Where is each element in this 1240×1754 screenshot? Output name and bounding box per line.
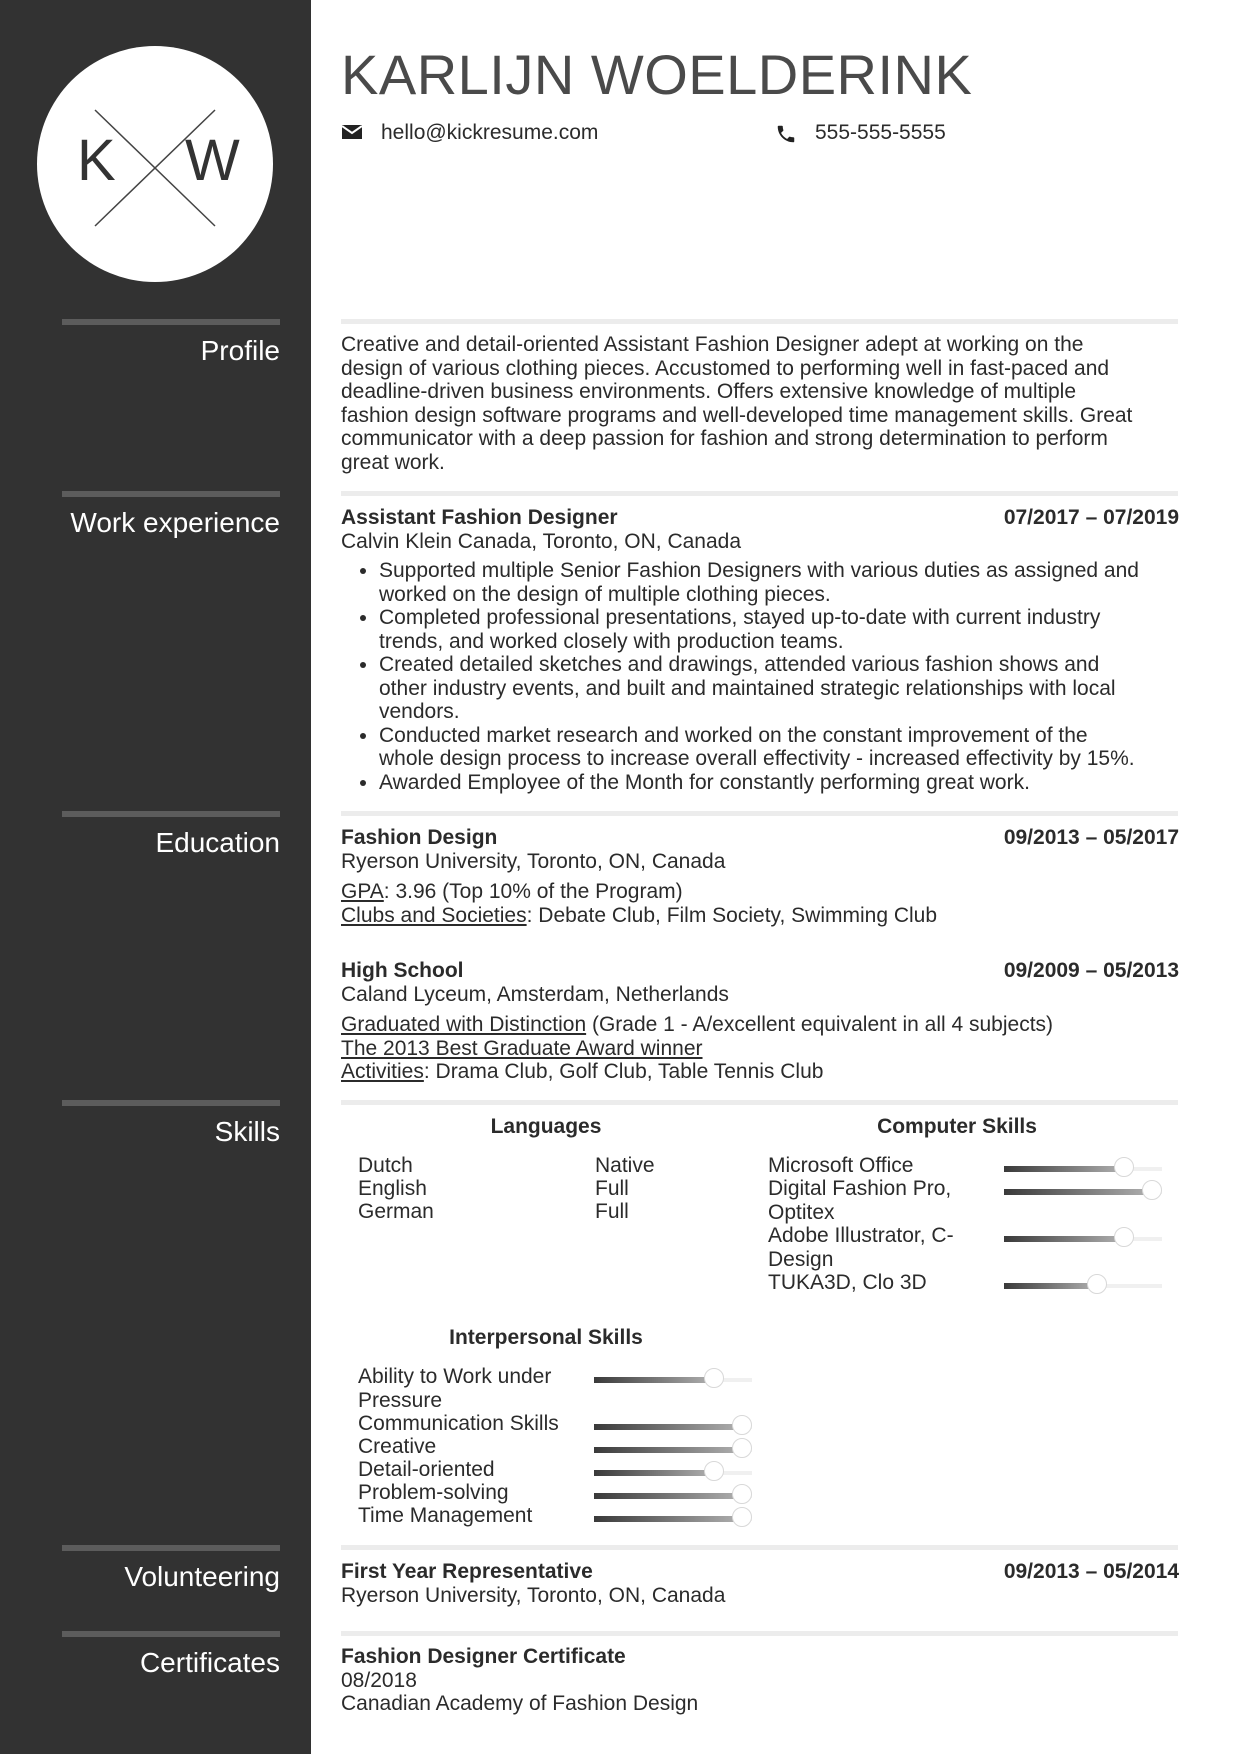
email-text[interactable]: hello@kickresume.com (381, 121, 599, 144)
list-item: • Awarded Employee of the Month for constantly performing great work. (379, 771, 1179, 795)
skill-bar (594, 1448, 752, 1452)
divider (341, 1100, 1178, 1105)
skill-bar (1004, 1190, 1162, 1194)
divider (341, 319, 1178, 324)
job-title: Assistant Fashion Designer (341, 506, 618, 529)
language-name: Dutch (358, 1154, 413, 1177)
education-entry: Fashion Design 09/2013 – 05/2017 Ryerson University, Toronto, ON, Canada GPA: 3.96 (Top 10% of the Program) Clubs and Societies: Debate Club, Film Society, Swimming Club (341, 826, 1179, 927)
language-name: German (358, 1200, 434, 1223)
skill-bar (594, 1425, 752, 1429)
interpersonal-skill-name: Ability to Work under Pressure (358, 1365, 552, 1412)
job-company: Calvin Klein Canada, Toronto, ON, Canada (341, 529, 742, 553)
skill-bar (594, 1471, 752, 1475)
skill-bar (1004, 1284, 1162, 1288)
section-label-education: Education (62, 811, 280, 859)
section-label-profile: Profile (62, 319, 280, 367)
phone-text: 555-555-5555 (815, 121, 946, 144)
monogram-logo (37, 46, 273, 282)
list-item: • Conducted market research and worked on the constant improvement of the whole design process to increase overall effectivity - increased effectivity by 15%. (379, 724, 1179, 771)
computer-skill-name: Adobe Illustrator, C- Design (768, 1224, 954, 1271)
skill-bar (594, 1517, 752, 1521)
skill-bar (594, 1494, 752, 1498)
interpersonal-skill-name: Problem-solving (358, 1481, 509, 1504)
interpersonal-skills-heading: Interpersonal Skills (449, 1326, 643, 1349)
monogram-w: W (185, 128, 240, 193)
phone-icon (775, 123, 797, 145)
skill-bar (594, 1378, 752, 1382)
list-item: • Supported multiple Senior Fashion Designers with various duties as assigned and worked on the design of multiple clothing pieces. (379, 559, 1179, 606)
language-level: Full (595, 1200, 629, 1223)
job-dates: 07/2017 – 07/2019 (1003, 506, 1179, 529)
language-level: Native (595, 1154, 655, 1177)
divider (341, 811, 1178, 816)
language-name: English (358, 1177, 427, 1200)
computer-skill-name: Microsoft Office (768, 1154, 914, 1177)
list-item: • Created detailed sketches and drawings, attended various fashion shows and other industry events, and built and maintained strategic relationships with local vendors. (379, 653, 1179, 724)
profile-summary: Creative and detail-oriented Assistant Fashion Designer adept at working on the design of various clothing pieces. Accustomed to performing well in fast-paced and deadline-driven business environments. Offers extensive knowledge of multiple fashion design software programs and well-developed time management skills. Great communicator with a deep passion for fashion and strong determination to perform great work. (341, 333, 1133, 474)
job-bullets (341, 559, 1179, 794)
volunteering-entry: First Year Representative 09/2013 – 05/2014 Ryerson University, Toronto, ON, Canada (341, 1560, 1179, 1607)
interpersonal-skill-name: Detail-oriented (358, 1458, 495, 1481)
divider (341, 491, 1178, 496)
skill-bar (1004, 1167, 1162, 1171)
section-label-certificates: Certificates (62, 1631, 280, 1679)
work-entry (341, 506, 1179, 794)
education-entry: High School 09/2009 – 05/2013 Caland Lyceum, Amsterdam, Netherlands Graduated with Distinction (Grade 1 - A/excellent equivalent in all 4 subjects) The 2013 Best Graduate Award winner Activities: Drama Club, Golf Club, Table Tennis Club (341, 959, 1179, 1083)
divider (341, 1631, 1178, 1636)
interpersonal-skill-name: Creative (358, 1435, 437, 1458)
computer-skills-heading: Computer Skills (877, 1115, 1037, 1138)
candidate-name: KARLIJN WOELDERINK (341, 43, 973, 106)
sidebar (0, 0, 311, 1754)
skill-bar (1004, 1237, 1162, 1241)
computer-skill-name: TUKA3D, Clo 3D (768, 1271, 927, 1294)
certificate-entry: Fashion Designer Certificate 08/2018 Canadian Academy of Fashion Design (341, 1645, 699, 1715)
languages-heading: Languages (490, 1115, 602, 1138)
divider (341, 1545, 1178, 1550)
envelope-icon (341, 123, 363, 141)
interpersonal-skill-name: Time Management (358, 1504, 533, 1527)
computer-skill-name: Digital Fashion Pro, Optitex (768, 1177, 952, 1224)
list-item: • Completed professional presentations, stayed up-to-date with current industry trends, and worked closely with production teams. (379, 606, 1179, 653)
monogram-k: K (77, 128, 116, 193)
section-label-volunteering: Volunteering (62, 1545, 280, 1593)
section-label-work: Work experience (62, 491, 280, 539)
section-label-skills: Skills (62, 1100, 280, 1148)
language-level: Full (595, 1177, 629, 1200)
interpersonal-skill-name: Communication Skills (358, 1412, 559, 1435)
